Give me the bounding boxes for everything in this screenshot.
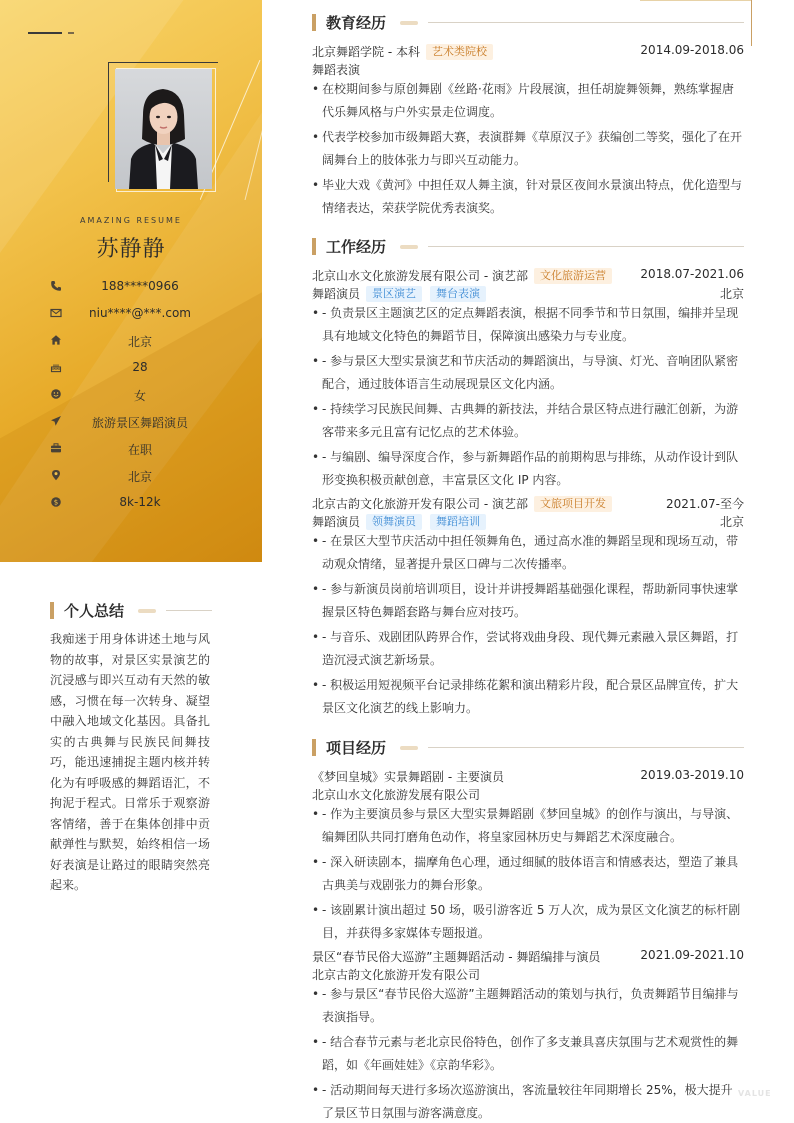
project-date: 2019.03-2019.10 — [640, 768, 744, 782]
list-item: • 代表学校参加市级舞蹈大赛，表演群舞《草原汉子》获编创二等奖，强化了在开阔舞台上的肢体张力与即兴互动能力。 — [312, 126, 744, 171]
info-row-phone — [0, 276, 262, 303]
phone-icon — [50, 280, 62, 292]
svg-text:$: $ — [53, 498, 59, 507]
home-value: 北京 — [127, 335, 152, 349]
list-item: • - 参与新演员岗前培训项目，设计并讲授舞蹈基础强化课程，帮助新同事快速掌握景区特色舞蹈套路与舞台应对技巧。 — [312, 578, 744, 623]
school-tag: 艺术类院校 — [426, 44, 493, 60]
project-bullets — [312, 983, 744, 1123]
projects-title: 项目经历 — [326, 739, 387, 757]
project-entry-header — [312, 768, 744, 786]
cake-icon — [50, 361, 62, 373]
list-item: • 在校期间参与原创舞剧《丝路·花雨》片段展演，担任胡旋舞领舞，熟练掌握唐代乐舞风格与户外实景走位调度。 — [312, 78, 744, 123]
summary-text: 我痴迷于用身体讲述土地与风物的故事，对景区实景演艺的沉浸感与即兴互动有天然的敏感，习惯在每一次转身、凝望中融入地域文化基因。具备扎实的古典舞与民族民间舞技巧，能迅速捕捉主题内核并转化为有呼吸感的舞蹈语汇，不拘泥于程式。日常乐于观察游客情绪，善于在集体创排中贡献弹性与默契，始终相信一场好表演是让路过的眼睛突然亮起来。 — [50, 632, 210, 892]
info-row-salary — [0, 492, 262, 519]
watermark: VALUE — [738, 1089, 772, 1098]
avatar — [115, 69, 212, 189]
position-value: 旅游景区舞蹈演员 — [91, 416, 188, 430]
job-date: 2021.07-至今 — [666, 497, 744, 511]
education-title: 教育经历 — [326, 14, 387, 32]
project-name: 《梦回皇城》实景舞蹈剧 - 主要演员 — [312, 770, 504, 784]
list-item: • - 该剧累计演出超过 50 场，吸引游客近 5 万人次，成为景区文化演艺的标杆剧目，并获得多家媒体专题报道。 — [312, 899, 744, 944]
job-role: 舞蹈演员 — [312, 287, 361, 301]
summary-title: 个人总结 — [64, 602, 125, 620]
title-pill-decoration — [400, 245, 418, 249]
briefcase-icon — [50, 442, 62, 454]
list-item: • - 作为主要演员参与景区大型实景舞蹈剧《梦回皇城》的创作与演出，与导演、编舞团队共同打磨角色动作，将皇家园林历史与舞蹈艺术深度融合。 — [312, 803, 744, 848]
work-section-title — [312, 236, 744, 258]
skill-tag: 领舞演员 — [366, 514, 422, 530]
age-value: 28 — [132, 360, 148, 374]
list-item: • - 在景区大型节庆活动中担任领舞角色，通过高水准的舞蹈呈现和现场互动，带动观众情绪，显著提升景区口碑与二次传播率。 — [312, 530, 744, 575]
job-role: 舞蹈演员 — [312, 515, 361, 529]
work-title: 工作经历 — [326, 238, 387, 256]
list-item: • - 参与景区“春节民俗大巡游”主题舞蹈活动的策划与执行，负责舞蹈节目编排与表演指导。 — [312, 983, 744, 1028]
title-rule — [428, 246, 744, 247]
candidate-name: 苏静静 — [96, 237, 166, 262]
send-icon — [50, 415, 62, 427]
title-accent-bar — [312, 739, 316, 756]
list-item: • - 参与景区大型实景演艺和节庆活动的舞蹈演出，与导演、灯光、音响团队紧密配合，通过肢体语言生动展现景区文化内涵。 — [312, 350, 744, 395]
salary-value: 8k-12k — [119, 495, 161, 509]
title-accent-bar — [312, 14, 316, 31]
job-date: 2018.07-2021.06 — [640, 267, 744, 281]
decorative-line — [68, 32, 74, 34]
title-accent-bar — [312, 238, 316, 255]
list-item: • - 活动期间每天进行多场次巡游演出，客流量较往年同期增长 25%，极大提升了景区节日氛围与游客满意度。 — [312, 1079, 744, 1123]
job-entry-header — [312, 267, 744, 285]
list-item: • - 负责景区主题演艺区的定点舞蹈表演，根据不同季节和节日氛围，编排并呈现具有地域文化特色的舞蹈节目，保障演出感染力与专业度。 — [312, 302, 744, 347]
job-entry-header — [312, 495, 744, 513]
skill-tag: 舞台表演 — [430, 286, 486, 302]
company-name: 北京古韵文化旅游开发有限公司 - 演艺部 — [312, 497, 528, 511]
info-row-city — [0, 465, 262, 492]
info-row-age — [0, 357, 262, 384]
education-major-row — [312, 61, 744, 79]
job-city: 北京 — [719, 287, 744, 301]
title-pill-decoration — [400, 21, 418, 25]
job-bullets — [312, 302, 744, 494]
title-rule — [166, 610, 212, 611]
job-role-row — [312, 513, 744, 531]
title-accent-bar — [50, 602, 54, 619]
title-rule — [428, 747, 744, 748]
location-pin-icon — [50, 469, 62, 481]
gender-icon — [50, 388, 62, 400]
gender-value: 女 — [133, 389, 146, 403]
school-name: 北京舞蹈学院 - 本科 — [312, 45, 420, 59]
info-row-gender — [0, 384, 262, 411]
city-value: 北京 — [127, 470, 152, 484]
list-item: • - 与音乐、戏剧团队跨界合作，尝试将戏曲身段、现代舞元素融入景区舞蹈，打造沉浸式演艺新场景。 — [312, 626, 744, 671]
project-org-row — [312, 966, 744, 984]
company-tag: 文旅项目开发 — [534, 496, 612, 512]
education-entry-header — [312, 43, 744, 61]
education-bullets — [312, 78, 744, 222]
resume-tagline: AMAZING RESUME — [80, 216, 182, 225]
list-item: • - 积极运用短视频平台记录排练花絮和演出精彩片段，配合景区品牌宣传，扩大景区文化演艺的线上影响力。 — [312, 674, 744, 719]
job-bullets — [312, 530, 744, 722]
skill-tag: 舞蹈培训 — [430, 514, 486, 530]
status-value: 在职 — [127, 443, 152, 457]
title-pill-decoration — [138, 609, 156, 613]
list-item: • - 深入研读剧本，揣摩角色心理，通过细腻的肢体语言和情感表达，塑造了兼具古典美与戏剧张力的舞台形象。 — [312, 851, 744, 896]
info-row-status — [0, 438, 262, 465]
email-icon — [50, 307, 62, 319]
info-row-email — [0, 303, 262, 330]
project-org: 北京古韵文化旅游开发有限公司 — [312, 968, 481, 982]
profile-panel — [0, 0, 262, 562]
list-item: • - 与编剧、编导深度合作，参与新舞蹈作品的前期构思与排练，从动作设计到队形变换积极贡献创意，丰富景区文化 IP 内容。 — [312, 446, 744, 491]
company-tag: 文化旅游运营 — [534, 268, 612, 284]
project-name: 景区“春节民俗大巡游”主题舞蹈活动 - 舞蹈编排与演员 — [312, 950, 601, 964]
job-city: 北京 — [719, 515, 744, 529]
email-value: niu****@***.com — [89, 306, 191, 320]
salary-icon — [50, 496, 62, 508]
list-item: • 毕业大戏《黄河》中担任双人舞主演，针对景区夜间水景演出特点，优化造型与情绪表达，荣获学院优秀表演奖。 — [312, 174, 744, 219]
title-pill-decoration — [400, 746, 418, 750]
major: 舞蹈表演 — [312, 63, 361, 77]
info-row-home — [0, 330, 262, 357]
projects-section-title — [312, 737, 744, 759]
home-icon — [50, 334, 62, 346]
info-row-position — [0, 411, 262, 438]
decorative-line — [28, 32, 62, 34]
project-date: 2021.09-2021.10 — [640, 948, 744, 962]
education-section-title — [312, 12, 744, 34]
list-item: • - 持续学习民族民间舞、古典舞的新技法，并结合景区特点进行融汇创新，为游客带来多元且富有记忆点的艺术体验。 — [312, 398, 744, 443]
project-bullets — [312, 803, 744, 947]
job-role-row — [312, 285, 744, 303]
education-date: 2014.09-2018.06 — [640, 43, 744, 57]
contact-info-list — [0, 276, 262, 519]
phone-value: 188****0966 — [101, 279, 179, 293]
title-rule — [428, 22, 744, 23]
project-entry-header — [312, 948, 744, 966]
company-name: 北京山水文化旅游发展有限公司 - 演艺部 — [312, 269, 528, 283]
project-org: 北京山水文化旅游发展有限公司 — [312, 788, 481, 802]
summary-section-title — [50, 600, 212, 622]
project-org-row — [312, 786, 744, 804]
list-item: • - 结合春节元素与老北京民俗特色，创作了多支兼具喜庆氛围与艺术观赏性的舞蹈，如《年画娃娃》《京韵华彩》。 — [312, 1031, 744, 1076]
skill-tag: 景区演艺 — [366, 286, 422, 302]
